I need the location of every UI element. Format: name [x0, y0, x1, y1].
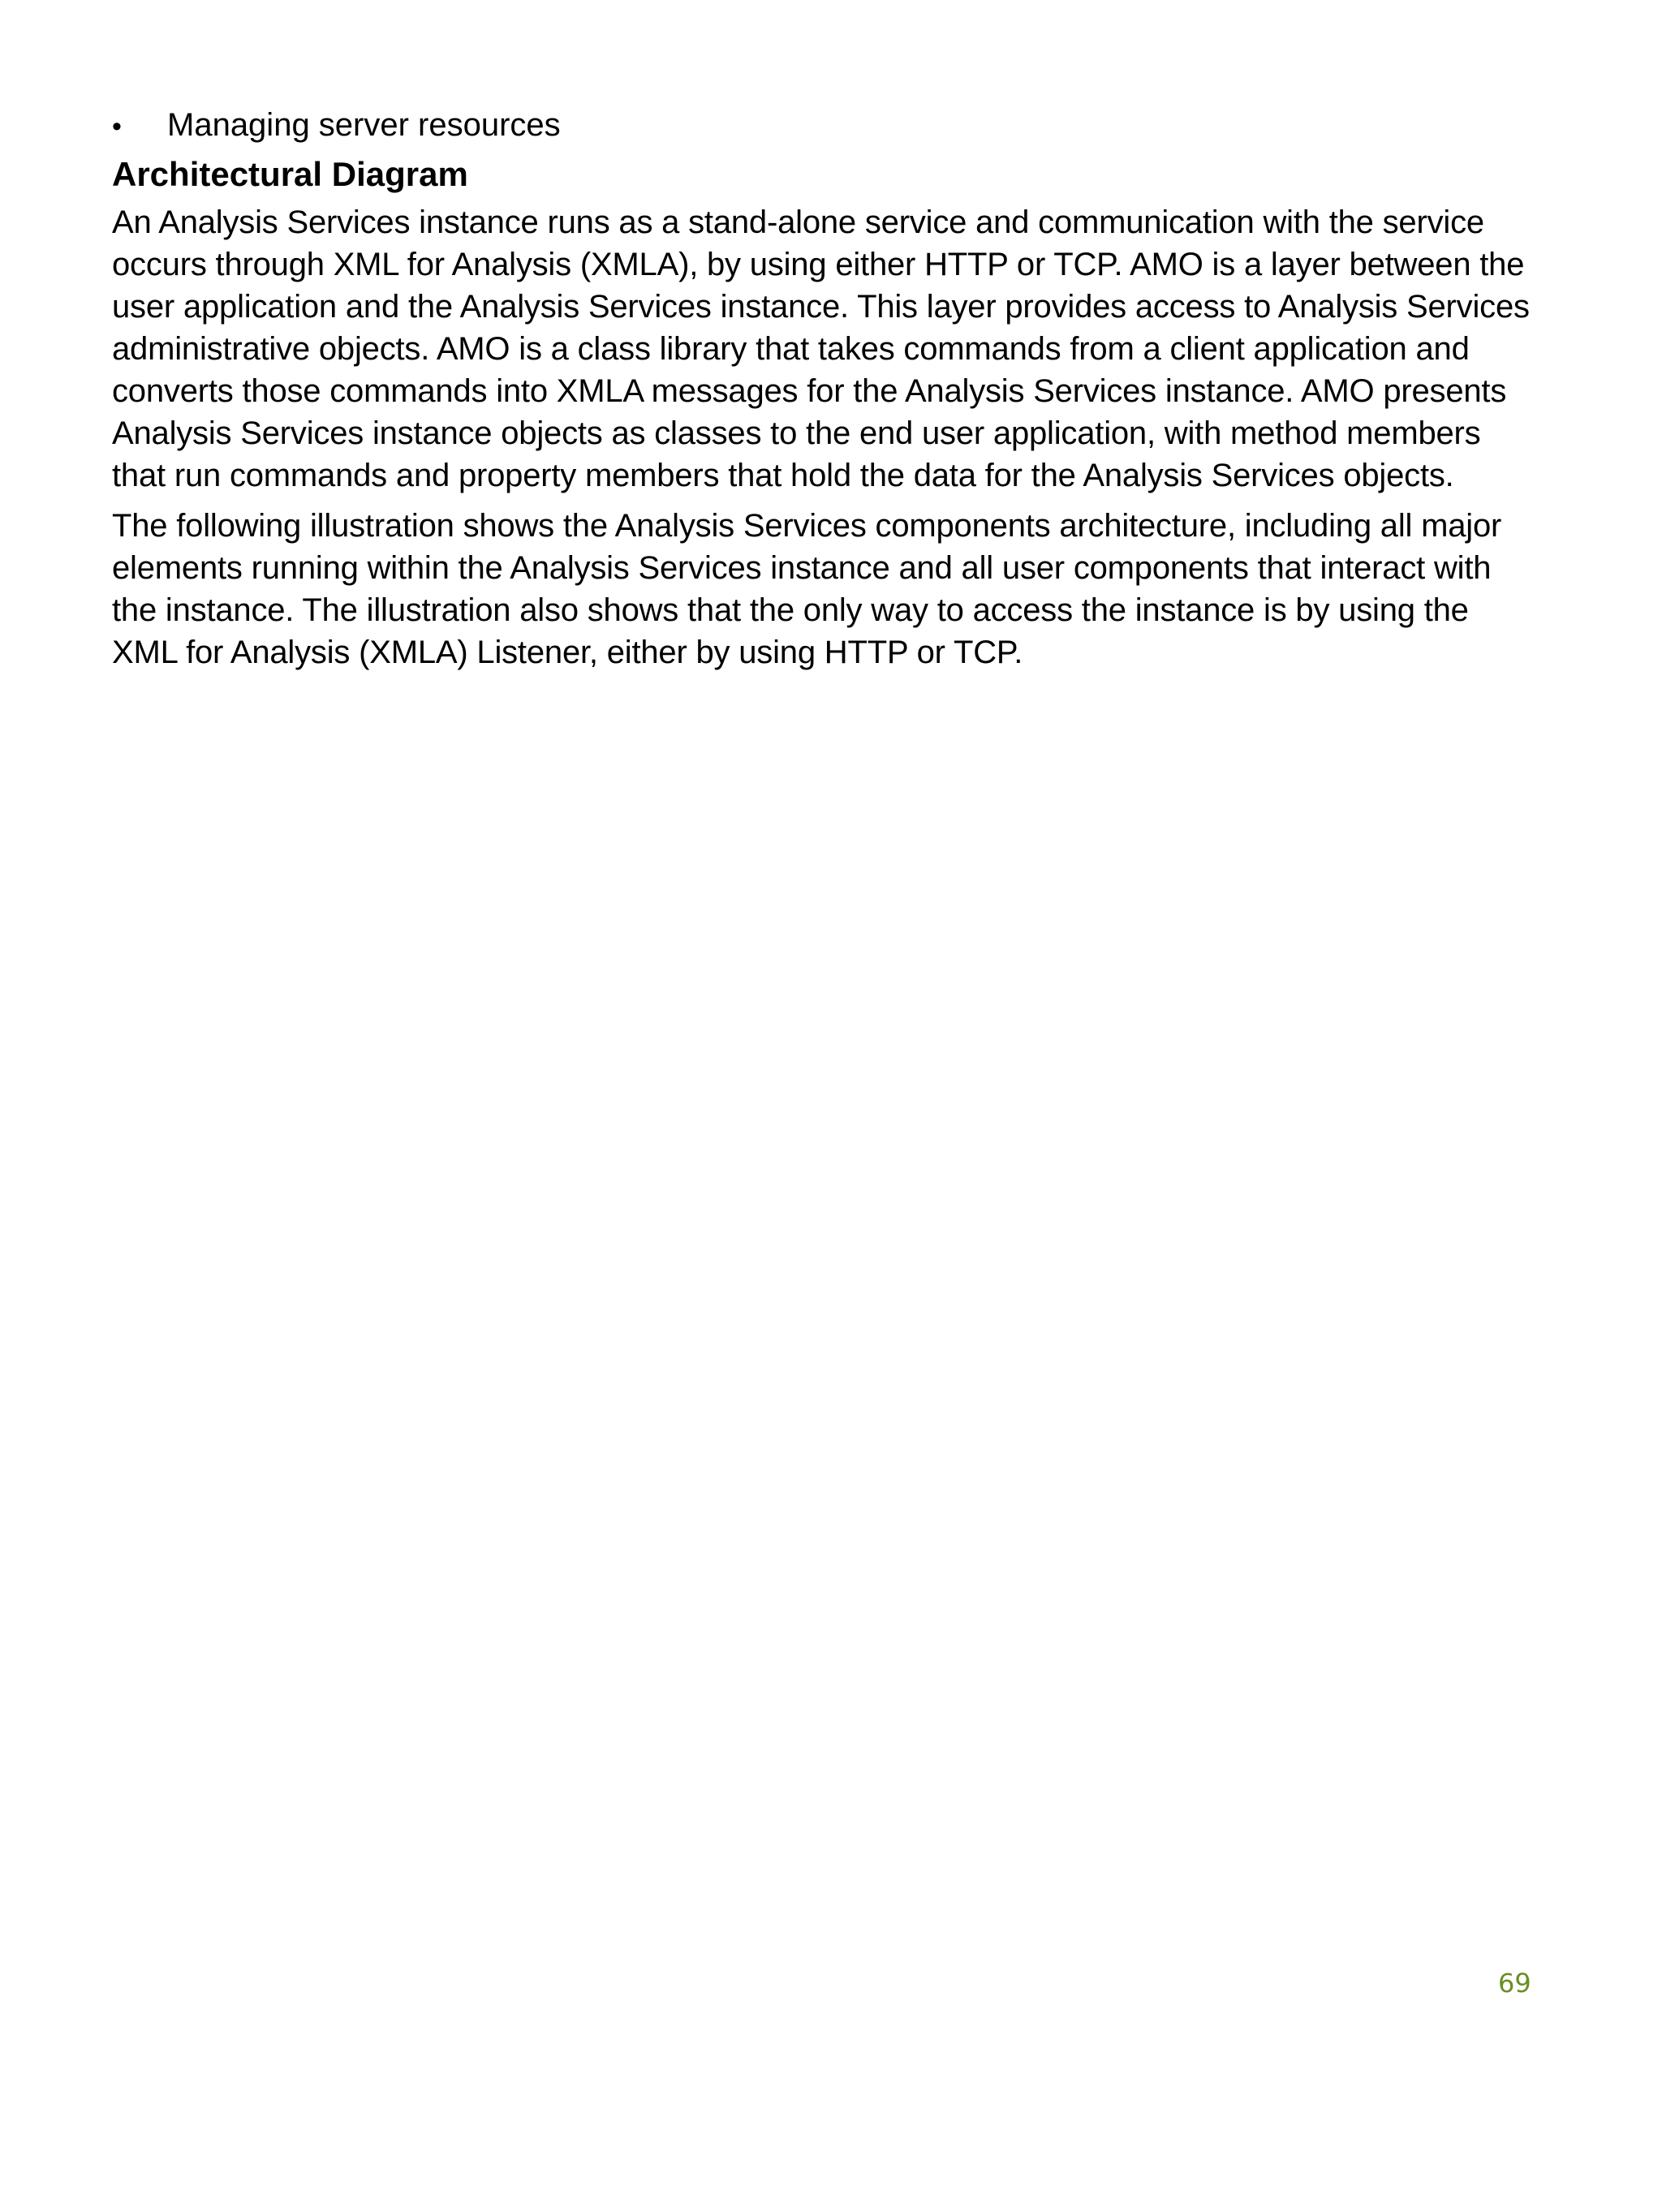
paragraph-intro: An Analysis Services instance runs as a stand-alone service and communication with the service occurs through XML for Analysis (XMLA), by using either HTTP or TCP. AMO is a layer between the user application and the Analysis Services instance. This layer provides access to Analysis Services administrative objects. AMO is a class library that takes commands from a client application and converts those commands into XMLA messages for the Analysis Services instance. AMO presents Analysis Services instance objects as classes to the end user application, with method members that run commands and property members that hold the data for the Analysis Services objects. — [112, 204, 1530, 493]
bullet-text: Managing server resources — [167, 107, 561, 143]
page-number: 69 — [1498, 1968, 1531, 1999]
page-content — [112, 104, 1540, 682]
bullet-list-item — [112, 104, 1540, 148]
bullet-icon: • — [112, 111, 122, 142]
section-heading: Architectural Diagram — [112, 155, 468, 193]
paragraph-illustration: The following illustration shows the Analysis Services components architecture, including all major elements running within the Analysis Services instance and all user components that interact with the instance. The illustration also shows that the only way to access the instance is by using the XML for Analysis (XMLA) Listener, either by using HTTP or TCP. — [112, 508, 1502, 670]
